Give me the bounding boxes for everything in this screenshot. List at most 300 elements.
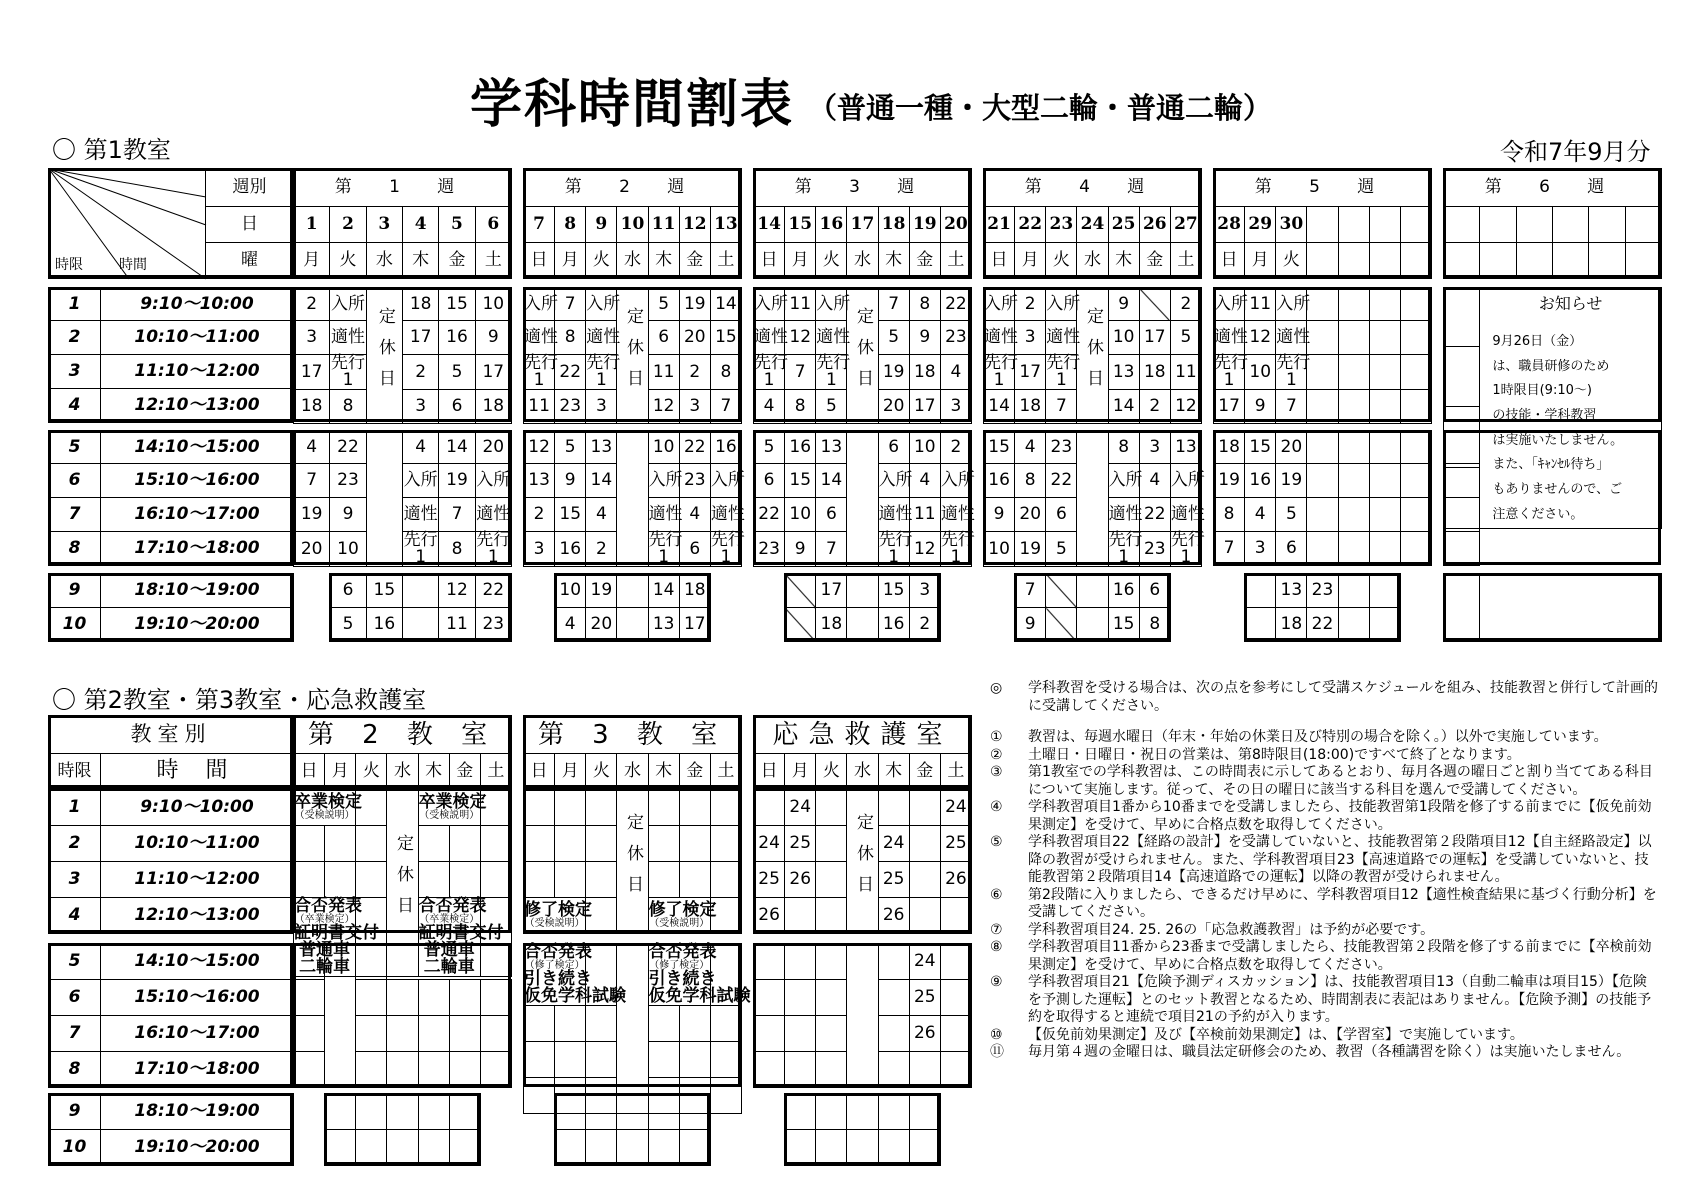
date-cell [1516,207,1552,243]
empty-cell [325,826,356,862]
lesson-cell [878,980,909,1016]
lesson-cell: 6 [439,390,475,424]
empty-cell [1444,464,1480,498]
period-time: 12:10～13:00 [101,389,294,423]
period-number: 5 [49,944,101,980]
lesson-cell: 18 [1214,431,1245,464]
lesson-cell [878,944,909,980]
lesson-cell [586,826,617,862]
lesson-cell [847,574,878,608]
lesson-cell [816,862,847,898]
dow-cell: 土 [940,754,971,789]
lesson-cell: 6 [1276,532,1307,566]
note-text: 教習は、毎週水曜日（年末・年始の休業日及び特別の場合を除く。）以外で実施しています。 [1028,729,1608,745]
lesson-cell: 7 [710,390,741,424]
lesson-cell [1369,390,1400,424]
lesson-cell: 12 [1170,390,1201,424]
lesson-cell [1307,498,1338,532]
note-marker: ⑪ [990,1044,1004,1060]
lesson-cell: 3 [1015,321,1046,355]
note-text: 【仮免前効果測定】及び【卒検前効果測定】は、【学習室】で実施しています。 [1028,1026,1524,1043]
period-number: 2 [49,321,101,355]
period-time: 15:10～16:00 [101,464,294,498]
lesson-cell: 4 [555,608,586,642]
lesson-cell [387,1016,418,1052]
lesson-cell: 3 [524,532,555,567]
lesson-cell: 8 [439,532,475,567]
lesson-cell: 20 [679,321,710,355]
closed-day-cell [617,789,648,934]
lesson-cell [648,1042,679,1078]
notice-title: お知らせ [1538,294,1603,313]
lesson-cell: 13 [586,431,617,464]
dow-cell: 火 [816,754,847,789]
empty-cell [449,1094,480,1130]
pass2-label: 合否発表 [648,942,717,962]
lesson-cell: 8 [1214,498,1245,532]
empty-cell [785,1130,816,1166]
empty-cell [418,862,449,898]
dow-cell: 日 [984,243,1015,279]
lesson-cell [1369,321,1400,355]
week-3-evening [784,573,941,642]
lesson-cell: 9 [555,464,586,498]
lesson-cell [387,980,418,1016]
room2-periods-block-2 [48,1093,294,1166]
lesson-cell: 19 [1015,532,1046,567]
empty-cell [325,862,356,898]
date-cell: 30 [1276,207,1307,243]
lesson-cell [1338,431,1369,464]
closed-day-cell [847,789,878,934]
lesson-cell [1077,608,1108,642]
lesson-cell: 22 [1139,498,1170,532]
week-header: 第 1 週 [294,169,512,207]
lesson-cell: 適性 [710,498,741,532]
empty-cell [1480,574,1662,642]
lesson-cell: 5 [1046,532,1077,567]
period-time: 16:10～17:00 [101,1016,294,1052]
lesson-cell: 17 [1139,321,1170,355]
lesson-cell: 適性 [1214,321,1245,355]
lesson-cell [1338,498,1369,532]
week-3-block-1 [753,430,975,567]
lesson-cell: 先行 1 [710,530,745,567]
lesson-cell [816,1052,847,1088]
lesson-cell: 適性 [754,321,785,355]
note-text: 学科教習を受ける場合は、次の点を参考にして受講スケジュールを組み、技能教習と併行して計画的に受講してください。 [1028,680,1658,714]
lesson-cell [816,898,847,934]
lesson-cell: 14 [1108,390,1139,424]
period-number: 10 [49,608,101,642]
empty-cell [325,1094,356,1130]
dow-cell: 日 [524,243,555,279]
lesson-cell: 先行 1 [648,530,683,567]
lesson-cell: 23 [475,608,511,642]
empty-cell [366,431,402,567]
date-cell: 15 [785,207,816,243]
lesson-cell: 16 [984,464,1015,498]
lesson-cell: 先行 1 [476,530,511,567]
grad-exam-label: 卒業検定 [294,791,362,812]
notice-line: の技能・学科教習 [1492,408,1597,424]
lesson-cell: 11 [909,498,940,532]
dow-cell: 木 [878,243,909,279]
week-6-header [1443,168,1662,279]
date-cell: 2 [330,207,366,243]
mod-exam-cell [524,898,592,934]
week-1-block-1 [293,430,512,567]
note-marker: ◎ [990,680,1003,696]
dow-cell: 土 [710,754,741,789]
room3-block-1 [523,942,751,1114]
dow-cell: 木 [418,754,449,789]
week-4-block-1 [983,430,1205,567]
pass2-b: 仮免学科試験 [524,986,626,1006]
lesson-cell: 15 [555,498,586,532]
lesson-cell: 7 [1276,390,1307,424]
empty-cell [617,944,648,1114]
lesson-cell: 先行 1 [586,353,621,390]
date-cell: 8 [555,207,586,243]
lesson-cell: 13 [1170,431,1201,464]
lesson-cell [754,944,785,980]
lesson-cell: 12 [1245,321,1276,355]
pass-label: 合否発表 [294,896,362,916]
time-label: 時 間 [101,754,294,789]
lesson-cell: 24 [909,944,940,980]
period-number: 10 [49,1130,101,1166]
date-cell: 6 [475,207,511,243]
lesson-cell: 先行 1 [1046,353,1081,390]
empty-cell [1077,431,1108,567]
lesson-cell [555,789,586,826]
dow-cell: 金 [909,243,940,279]
lesson-cell: 17 [816,574,847,608]
lesson-cell: 12 [439,574,475,608]
lesson-cell: 9 [984,498,1015,532]
lesson-cell: 16 [555,532,586,567]
lesson-cell [586,789,617,826]
note-text: 土曜日・日曜日・祝日の営業は、第8時限目(18:00)ですべて終了となります。 [1028,746,1521,763]
dow-cell: 金 [909,754,940,789]
empty-cell [847,431,878,567]
empty-cell [294,826,325,862]
lesson-cell: 入所 [1214,288,1245,321]
dow-cell: 火 [356,754,387,789]
lesson-cell: 13 [524,464,555,498]
empty-cell [617,1130,648,1166]
dow-cell: 月 [325,754,356,789]
lesson-cell [785,898,816,934]
note-item [990,887,1660,922]
empty-cell [325,944,356,1088]
empty-cell [909,1094,940,1130]
header-day-label: 日 [206,207,294,243]
lesson-cell [710,789,741,826]
lesson-cell: 25 [754,862,785,898]
lesson-cell [1245,608,1276,642]
lesson-cell [524,862,555,898]
lesson-cell [356,944,387,980]
lesson-cell: 先行 1 [984,353,1018,390]
lesson-cell: 17 [475,355,511,390]
lesson-cell [402,574,438,608]
empty-cell [816,1094,847,1130]
lesson-cell [1369,498,1400,532]
dow-cell: 水 [1077,243,1108,279]
dow-cell: 木 [648,243,679,279]
lesson-cell: 7 [555,288,586,321]
lesson-cell: 先行 1 [1108,530,1143,567]
lesson-cell [1046,608,1077,642]
dow-cell [1480,243,1516,279]
lesson-cell [785,608,816,642]
note-marker: ⑧ [990,939,1003,955]
date-cell: 1 [294,207,330,243]
lesson-cell [710,1078,741,1114]
grad-exam-cell [418,789,487,826]
period-number: 8 [49,1052,101,1088]
lesson-cell: 9 [1015,608,1046,642]
closed-day-cell [617,288,648,424]
period-number: 1 [49,288,101,321]
lesson-cell [648,862,679,898]
room-header: 第 2 教 室 [294,716,512,754]
lesson-cell: 18 [816,608,847,642]
empty-cell [878,1094,909,1130]
note-text: 学科教習項目24. 25. 26の「応急救護教習」は予約が必要です。 [1028,921,1435,938]
lesson-cell [679,826,710,862]
lesson-cell: 3 [402,390,438,424]
lesson-cell: 24 [785,789,816,826]
pass2-a: 引き続き [648,969,717,989]
date-cell [1480,207,1516,243]
lesson-cell [1077,574,1108,608]
lesson-cell: 適性 [330,321,366,355]
period-time: 18:10～19:00 [101,574,294,608]
dow-cell: 日 [294,754,325,789]
lesson-cell [754,1052,785,1088]
lesson-cell [480,862,511,898]
lesson-cell [754,980,785,1016]
notice-line: また、「ｷｬﾝｾﾙ待ち」 [1492,457,1610,473]
lesson-cell: 20 [294,532,330,567]
period-number: 1 [49,789,101,826]
lesson-cell [586,1042,617,1078]
date-cell: 22 [1015,207,1046,243]
week-header: 第 3 週 [754,169,972,207]
note-item [990,799,1660,834]
lesson-cell: 18 [1015,390,1046,424]
note-marker: ⑥ [990,886,1003,903]
date-cell [1307,207,1338,243]
period-time: 11:10～12:00 [101,355,294,389]
lesson-cell: 6 [754,464,785,498]
date-cell [1338,207,1369,243]
date-cell [1589,207,1625,243]
lesson-cell [617,608,648,642]
room2-periods-block-1 [48,943,294,1088]
empty-cell [1444,498,1480,532]
lesson-cell [1400,532,1431,566]
lesson-cell [1307,532,1338,566]
lesson-cell [449,1016,480,1052]
empty-cell [418,1094,449,1130]
page-subtitle: （普通一種・大型二輪・普通二輪） [808,91,1273,125]
lesson-cell: 2 [679,355,710,390]
lesson-cell: 16 [710,431,741,464]
lesson-cell [785,574,816,608]
lesson-cell: 適性 [940,498,971,532]
lesson-cell [940,1016,971,1052]
dow-cell: 水 [617,754,648,789]
week-4-evening [1014,573,1171,642]
lesson-cell [294,980,325,1016]
lesson-cell: 3 [1139,431,1170,464]
lesson-cell: 4 [940,355,971,390]
lesson-cell: 8 [710,355,741,390]
lesson-cell: 4 [679,498,710,532]
lesson-cell: 2 [1170,288,1201,321]
date-cell: 17 [847,207,878,243]
grad-exam-label: 卒業検定 [418,791,487,812]
week-2-evening [554,573,711,642]
period-label: 時限 [49,754,101,789]
lesson-cell: 2 [586,532,617,567]
lesson-cell: 24 [940,789,971,826]
empty-cell [356,1094,387,1130]
room1-periods-block-2 [48,573,294,642]
lesson-cell [294,1052,325,1088]
room1-periods-block-1 [48,430,294,566]
pass2-a: 引き続き [524,969,592,989]
lesson-cell [1400,431,1431,464]
empty-cell [617,431,648,567]
lesson-cell: 入所 [475,464,511,498]
lesson-cell: 17 [294,355,330,390]
lesson-cell [1400,498,1431,532]
dow-cell [1369,243,1400,279]
lesson-cell [679,1006,710,1042]
date-cell: 26 [1139,207,1170,243]
date-cell: 12 [679,207,710,243]
header-time-label: 時間 [119,257,147,273]
pass-sub: （卒業検定） [419,914,480,925]
lesson-cell: 入所 [1046,288,1077,321]
lesson-cell: 13 [1108,355,1139,390]
dow-cell: 土 [475,243,511,279]
lesson-cell [785,980,816,1016]
lesson-cell [586,1006,617,1042]
lesson-cell [816,826,847,862]
week-header: 第 5 週 [1214,169,1432,207]
lesson-cell: 24 [754,826,785,862]
lesson-cell [785,1052,816,1088]
lesson-cell: 7 [816,532,847,567]
lesson-cell: 15 [1245,431,1276,464]
lesson-cell [648,826,679,862]
date-cell: 9 [586,207,617,243]
dow-cell: 金 [439,243,475,279]
note-marker: ⑨ [990,974,1003,990]
lesson-cell: 適性 [648,498,679,532]
dow-cell: 金 [449,754,480,789]
grad-exam-sub: （受検説明） [294,809,355,821]
grad-exam-sub: （受検説明） [419,809,480,821]
empty-cell [555,1094,586,1130]
dow-cell: 月 [1015,243,1046,279]
week-6-block-1 [1443,430,1662,566]
lesson-cell [402,608,438,642]
empty-cell [909,1130,940,1166]
lesson-cell [940,944,971,980]
lesson-cell [294,944,325,980]
dow-cell: 水 [847,754,878,789]
mod-exam-cell [648,898,717,934]
date-cell: 29 [1245,207,1276,243]
lesson-cell [524,789,555,826]
week-5-block-0 [1213,287,1432,424]
note-item [990,939,1660,974]
lesson-cell: 14 [648,574,679,608]
lesson-cell: 22 [330,431,366,464]
page-title: 学科時間割表 [470,75,795,135]
lesson-cell [1338,464,1369,498]
dow-cell: 土 [1170,243,1201,279]
lesson-cell [1369,431,1400,464]
lesson-cell: 9 [909,321,940,355]
lesson-cell: 先行 1 [403,530,438,567]
lesson-cell: 22 [754,498,785,532]
dow-cell [1444,243,1480,279]
pass-label: 合否発表 [418,896,487,916]
lesson-cell: 26 [785,862,816,898]
lesson-cell [1046,574,1077,608]
lesson-cell: 7 [294,464,330,498]
lesson-cell: 22 [475,574,511,608]
lesson-cell: 15 [439,288,475,321]
lesson-cell: 14 [586,464,617,498]
period-number: 5 [49,431,101,464]
empty-cell [679,1094,710,1130]
lesson-cell: 18 [1276,608,1307,642]
lesson-cell: 23 [1307,574,1338,608]
dow-cell: 月 [555,754,586,789]
lesson-cell: 入所 [648,464,679,498]
lesson-cell: 9 [1245,390,1276,424]
lesson-cell: 23 [679,464,710,498]
lesson-cell: 16 [785,431,816,464]
lesson-cell [1245,574,1276,608]
dow-cell: 金 [1139,243,1170,279]
room3-header [523,715,742,789]
lesson-cell: 6 [816,498,847,532]
note-item [990,974,1660,1027]
lesson-cell [816,789,847,826]
lesson-cell: 先行 1 [1276,353,1311,390]
room4-evening [784,1093,941,1166]
closed-day-cell [1077,288,1108,424]
empty-cell [1444,288,1480,347]
lesson-cell: 19 [1214,464,1245,498]
notice-line: は実施いたしません。 [1492,432,1624,448]
lesson-cell: 8 [909,288,940,321]
lesson-cell: 11 [439,608,475,642]
period-number: 4 [49,898,101,934]
lesson-cell: 15 [785,464,816,498]
lesson-cell [710,1042,741,1078]
